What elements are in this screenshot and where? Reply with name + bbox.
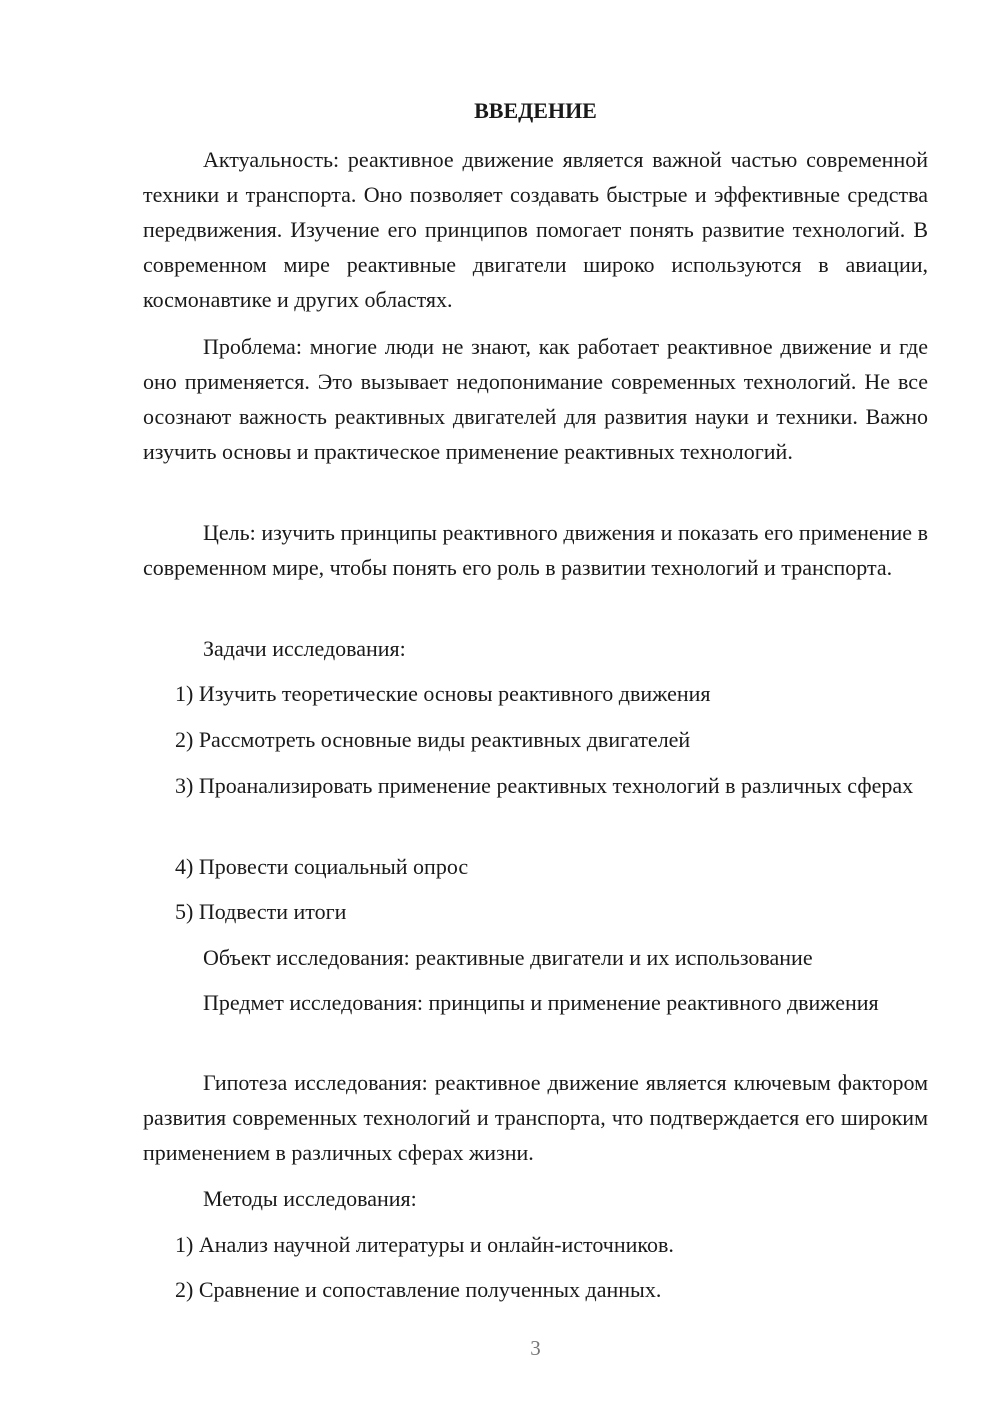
method-item-2: 2) Сравнение и сопоставление полученных данных. — [175, 1277, 662, 1302]
task-item-5: 5) Подвести итоги — [175, 899, 347, 924]
methods-heading: Методы исследования: — [203, 1186, 417, 1211]
task-item-1: 1) Изучить теоретические основы реактивного движения — [175, 681, 711, 706]
task-item-3: 3) Проанализировать применение реактивных технологий в различных сферах — [175, 773, 914, 798]
paragraph-subject: Предмет исследования: принципы и применение реактивного движения — [203, 990, 879, 1015]
paragraph-hypothesis: Гипотеза исследования: реактивное движение является ключевым фактором развития современных технологий и транспорта, что подтверждается его широким применением в различных сферах жизни. — [143, 1070, 928, 1165]
page-number: 3 — [530, 1336, 541, 1360]
task-item-4: 4) Провести социальный опрос — [175, 854, 469, 879]
paragraph-problem: Проблема: многие люди не знают, как работает реактивное движение и где оно применяется. Это вызывает недопонимание современных технологий. Не все осознают важность реактивных двигателей для развития науки и техники. Важно изучить основы и практическое применение реактивных технологий. — [143, 334, 928, 464]
section-heading: ВВЕДЕНИЕ — [474, 98, 597, 123]
paragraph-goal: Цель: изучить принципы реактивного движения и показать его применение в современном мире, чтобы понять его роль в развитии технологий и транспорта. — [143, 520, 928, 580]
paragraph-relevance: Актуальность: реактивное движение является важной частью современной техники и транспорта. Оно позволяет создавать быстрые и эффективные средства передвижения. Изучение его принципов помогает понять развитие технологий. В современном мире реактивные двигатели широко используются в авиации, космонавтике и других областях. — [143, 147, 928, 312]
tasks-heading: Задачи исследования: — [203, 636, 406, 661]
task-item-2: 2) Рассмотреть основные виды реактивных двигателей — [175, 727, 691, 752]
method-item-1: 1) Анализ научной литературы и онлайн-источников. — [175, 1232, 674, 1257]
paragraph-object: Объект исследования: реактивные двигатели и их использование — [203, 945, 813, 970]
document-page — [143, 0, 928, 1414]
